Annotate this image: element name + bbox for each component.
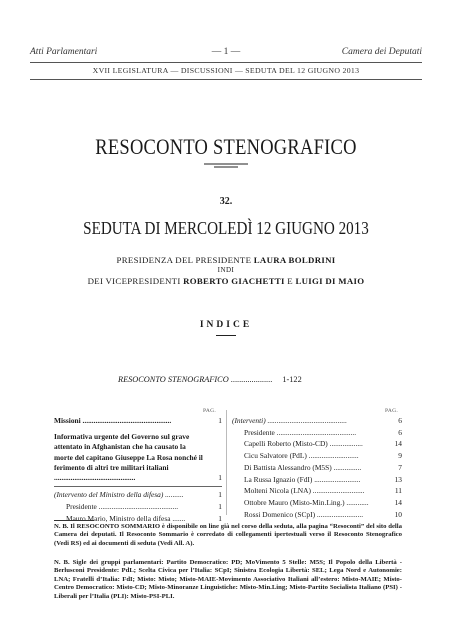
toc-entry[interactable] [232, 510, 402, 520]
president-name: LAURA BOLDRINI [253, 255, 336, 265]
header-rule-bottom [30, 79, 422, 80]
toc-entry[interactable] [54, 490, 222, 500]
toc-separator [54, 486, 222, 487]
note-sigle: N. B. Sigle dei gruppi parlamentari: Partito Democratico: PD; MoVimento 5 Stelle: M5S; Il Popolo della Libertà - Berlusconi Presidente: PdL; Scelta Civica per l’Italia: SCpI; Sinistra Ecologia Libertà: SEL; Lega Nord e Autonomie: LNA; Fratelli d’Italia: FdI; Misto: Misto; Misto-MAIE-Movimento Associativo Italiani all’estero: Misto-MAIE; Misto-Centro Democratico: Misto-CD; Misto-Minoranze Linguistiche: Misto-Min.Ling; Misto-Partito Socialista Italiano (PSI) - Liberali per l’Italia (PLI): Misto-PSI-PLI. [54, 559, 402, 600]
vice-prefix: DEI VICEPRESIDENTI [87, 276, 181, 286]
document-title: RESOCONTO STENOGRAFICO [95, 134, 357, 159]
toc-entry-text: Ottobre Mauro (Misto-Min.Ling.) ............ [244, 497, 369, 507]
toc-right-column [232, 416, 402, 520]
toc-entry[interactable] [54, 432, 222, 483]
toc-entry-page: 13 [394, 474, 402, 484]
vice-and: E [287, 276, 293, 286]
indi-label: INDI [217, 266, 235, 274]
header-left: Atti Parlamentari [30, 47, 98, 57]
toc-entry[interactable] [54, 502, 222, 512]
toc-entry-page: 10 [394, 509, 402, 519]
index-heading: INDICE [199, 320, 253, 330]
session-number: 32. [219, 196, 233, 207]
resoconto-label: RESOCONTO STENOGRAFICO [118, 375, 229, 384]
title-ornament [204, 162, 248, 170]
toc-entry-text: Capelli Roberto (Misto-CD) .................. [244, 439, 363, 449]
toc-left-column [54, 416, 222, 524]
header-subtitle: XVII LEGISLATURA — DISCUSSIONI — SEDUTA DEL 12 GIUGNO 2013 [92, 66, 360, 75]
vice-name-1: ROBERTO GIACHETTI [183, 276, 285, 286]
toc-entry-page: 14 [394, 439, 402, 449]
note-sommario: N. B. Il RESOCONTO SOMMARIO è disponibile on line già nel corso della seduta, alla pagina “Resoconti” del sito della Camera dei deputati. Il Resoconto Sommario è corredato di collegamenti ipertestuali verso il Resoconto Stenografico (Vedi RS) ed ai documenti di seduta (Vedi All. A). [54, 523, 402, 547]
toc-entry-text: Missioni ................................................ [54, 416, 172, 425]
toc-entry-page: 7 [398, 462, 402, 472]
toc-entry-text: (Interventi) ........................................... [232, 416, 347, 425]
toc-entry[interactable] [232, 416, 402, 426]
presidency-prefix: PRESIDENZA DEL PRESIDENTE [116, 255, 252, 265]
toc-entry[interactable] [232, 439, 402, 449]
running-header [30, 47, 422, 60]
toc-entry-text: La Russa Ignazio (FdI) ......................... [244, 474, 361, 484]
toc-entry[interactable] [232, 463, 402, 473]
toc-entry-page: 6 [398, 416, 402, 425]
session-title: SEDUTA DI MERCOLEDÌ 12 GIUGNO 2013 [83, 218, 369, 238]
vicepresidents-line [0, 276, 452, 286]
toc-entry-text: Presidente ........................................... [66, 501, 179, 511]
toc-entry-text: Presidente ........................................... [244, 427, 357, 437]
toc-entry-page: 11 [394, 486, 402, 496]
toc-entry[interactable] [232, 451, 402, 461]
toc-entry-text: Cicu Salvatore (PdL) ........................... [244, 451, 359, 461]
column-divider [226, 410, 227, 515]
header-right: Camera dei Deputati [341, 47, 422, 57]
toc-entry-text: Mauro Mario, Ministro della difesa ....... [66, 513, 186, 523]
toc-entry[interactable] [232, 486, 402, 496]
resoconto-entry[interactable] [118, 375, 302, 384]
pag-label-right: PAG. [385, 408, 399, 414]
header-rule [30, 62, 422, 63]
toc-entry-text: Informativa urgente del Governo sul grave attentato in Afghanistan che ha causato la morte del capitano Giuseppe La Rosa nonché il ferimento di altri tre militari italiani ............................................ [54, 432, 203, 483]
toc-entry-page: 14 [394, 497, 402, 507]
toc-entry-page: 1 [218, 473, 222, 483]
toc-entry[interactable] [232, 475, 402, 485]
toc-entry[interactable] [232, 428, 402, 438]
index-rule [216, 335, 236, 336]
toc-entry-text: (Intervento del Ministro della difesa) .......... [54, 490, 184, 500]
header-page-number: — 1 — [211, 47, 241, 57]
resoconto-pages: 1-122 [282, 375, 302, 384]
toc-entry-page: 6 [398, 427, 402, 437]
pag-label-left: PAG. [203, 408, 217, 414]
notes-rule [54, 520, 94, 521]
toc-entry-page: 1 [218, 416, 222, 425]
vice-name-2: LUIGI DI MAIO [295, 276, 365, 286]
toc-entry[interactable] [54, 416, 222, 426]
presidency-line [0, 255, 452, 265]
toc-entry-text: Rossi Domenico (SCpI) ......................... [244, 509, 364, 519]
toc-entry-page: 1 [218, 490, 222, 500]
toc-entry-page: 1 [218, 501, 222, 511]
toc-entry-page: 9 [398, 451, 402, 461]
toc-entry-text: Molteni Nicola (LNA) ............................ [244, 486, 365, 496]
resoconto-dots: .................... [230, 375, 273, 384]
toc-entry-text: Di Battista Alessandro (M5S) ............... [244, 462, 362, 472]
toc-entry[interactable] [232, 498, 402, 508]
toc-entry-page: 1 [218, 513, 222, 523]
